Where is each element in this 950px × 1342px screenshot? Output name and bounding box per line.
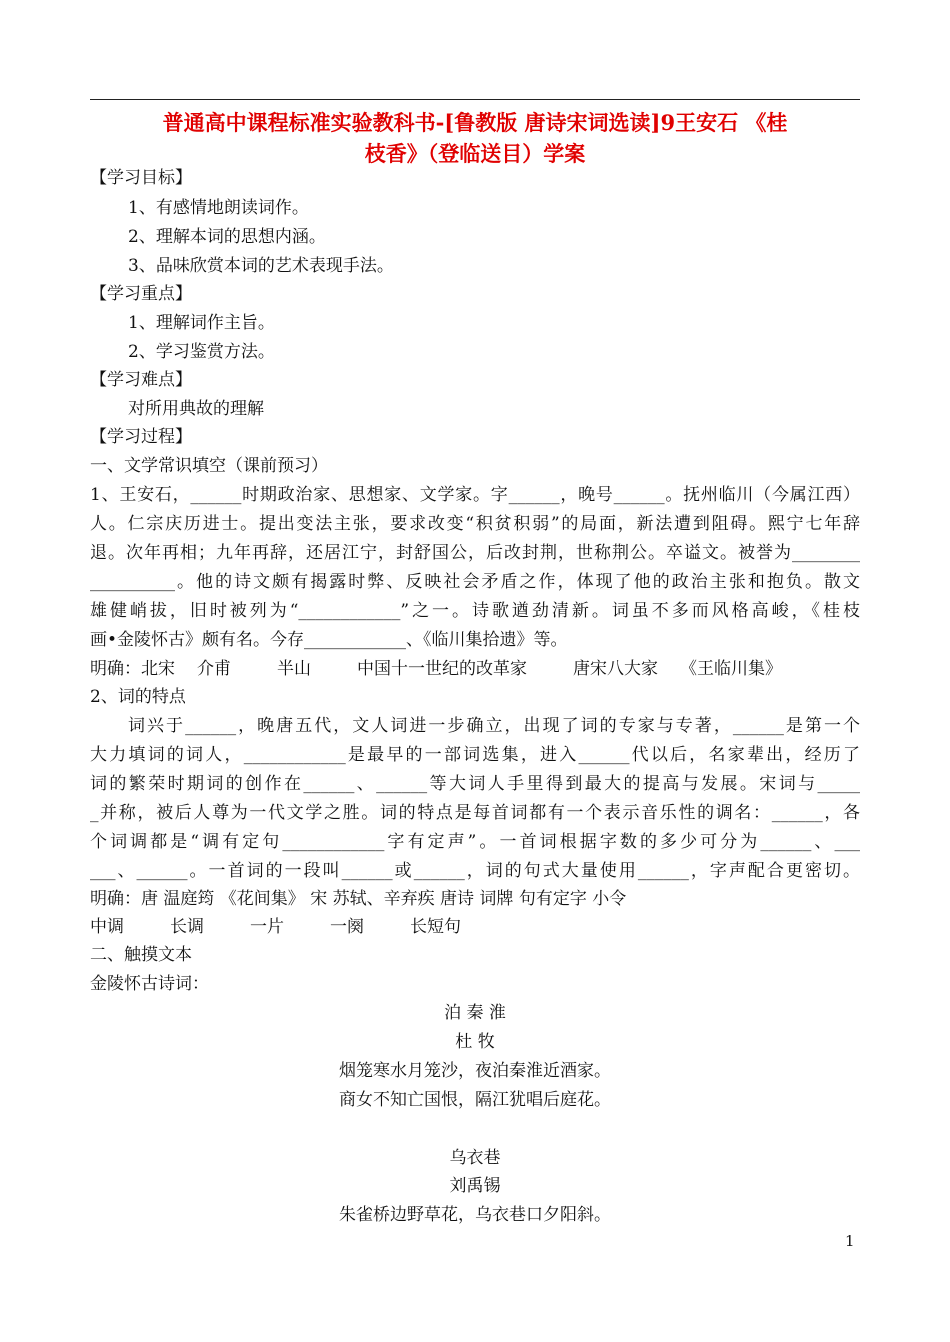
s1-line: 雄健峭拔，旧时被列为“____________”之一。诗歌遒劲清新。词虽不多而风格高峻，《桂枝 [90, 601, 860, 621]
title-line-2: 枝香》（登临送目）学案 [364, 141, 586, 166]
s1-line: 1、王安石，______时期政治家、思想家、文学家。字______，晚号______。抚州临川（今属江西） [90, 485, 860, 505]
process-heading: 【学习过程】 [90, 427, 192, 447]
difficulty-heading: 【学习难点】 [90, 370, 192, 390]
goal-item: 2、理解本词的思想内涵。 [128, 227, 326, 247]
answer2-item: 长短句 [410, 917, 461, 937]
s2-line: 词的繁荣时期词的创作在______、______等大词人手里得到最大的提高与发展。宋词与_____ [90, 774, 860, 794]
section2-title: 2、词的特点 [90, 687, 186, 707]
s2-line: _并称，被后人尊为一代文学之胜。词的特点是每首词都有一个表示音乐性的调名：______，各 [90, 803, 860, 823]
s1-line: 画•金陵怀古》颇有名。今存____________、《临川集拾遗》等。 [90, 630, 568, 650]
s1-line: __________。他的诗文颇有揭露时弊、反映社会矛盾之作，体现了他的政治主张和抱负。散文 [90, 572, 860, 592]
section1-title: 一、文学常识填空（课前预习） [90, 456, 328, 476]
s1-line: 退。次年再相；九年再辞，还居江宁，封舒国公，后改封荆，世称荆公。卒谥文。被誉为________ [90, 543, 860, 563]
answer2-line2 [90, 914, 860, 941]
s2-line: 词兴于______，晚唐五代，文人词进一步确立，出现了词的专家与专著，______是第一个 [128, 716, 860, 736]
answer2-item: 中调 [90, 917, 124, 937]
poem1-author: 杜 牧 [455, 1032, 495, 1052]
answer1-item: 半山 [277, 659, 311, 679]
text-section-intro: 金陵怀古诗词： [90, 974, 209, 994]
poem2-author: 刘禹锡 [449, 1176, 501, 1196]
header-rule [90, 99, 860, 100]
answer2-line1: 明确：唐 温庭筠 《花间集》 宋 苏轼、辛弃疾 唐诗 词牌 句有定字 小令 [90, 889, 627, 909]
s2-line: ___、______。一首词的一段叫______或______，词的句式大量使用______，字声配合更密切。 [90, 861, 860, 881]
answer1-item: 介甫 [197, 659, 231, 679]
s2-line: 大力填词的词人，____________是最早的一部词选集，进入______代以后，名家辈出，经历了 [90, 745, 860, 765]
answer1-item: 《王临川集》 [680, 659, 782, 679]
answer1-item: 北宋 [141, 659, 175, 679]
poem1-line: 商女不知亡国恨，隔江犹唱后庭花。 [339, 1090, 611, 1110]
document-title [90, 107, 860, 169]
poem2-line: 朱雀桥边野草花，乌衣巷口夕阳斜。 [339, 1205, 611, 1225]
page-number: 1 [845, 1232, 855, 1250]
key-heading: 【学习重点】 [90, 284, 192, 304]
answer1-item: 唐宋八大家 [573, 659, 658, 679]
goal-item: 3、品味欣赏本词的艺术表现手法。 [128, 256, 394, 276]
answer1-label: 明确： [90, 659, 141, 679]
title-line-1: 普通高中课程标准实验教科书-[鲁教版 唐诗宋词选读]9王安石 《桂 [162, 110, 788, 135]
difficulty-text: 对所用典故的理解 [128, 399, 264, 419]
goal-item: 1、有感情地朗读词作。 [128, 198, 309, 218]
poem2-title: 乌衣巷 [449, 1148, 501, 1168]
goals-heading: 【学习目标】 [90, 168, 192, 188]
key-item: 1、理解词作主旨。 [128, 313, 275, 333]
answer1-item: 中国十一世纪的改革家 [357, 659, 527, 679]
poem1-title: 泊 秦 淮 [444, 1003, 506, 1023]
answer2-item: 一阕 [330, 917, 364, 937]
answer2-item: 一片 [250, 917, 284, 937]
text-section-heading: 二、触摸文本 [90, 945, 192, 965]
answer2-item: 长调 [170, 917, 204, 937]
answer1 [90, 656, 860, 683]
poem1-line: 烟笼寒水月笼沙，夜泊秦淮近酒家。 [339, 1061, 611, 1081]
s2-line: 个词调都是“调有定句____________字有定声”。一首词根据字数的多少可分为______、___ [90, 832, 860, 852]
key-item: 2、学习鉴赏方法。 [128, 342, 275, 362]
s1-line: 人。仁宗庆历进士。提出变法主张，要求改变“积贫积弱”的局面，新法遭到阻碍。熙宁七年辞 [90, 514, 860, 534]
